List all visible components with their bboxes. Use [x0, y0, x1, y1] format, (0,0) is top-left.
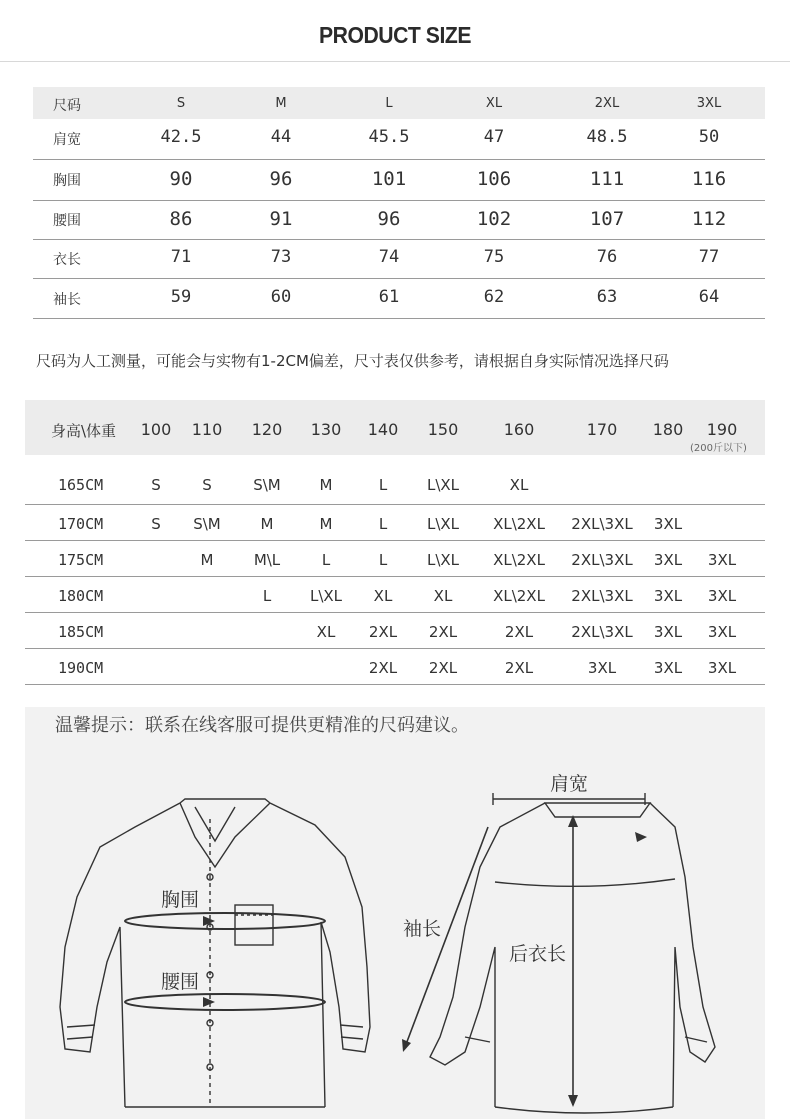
size-value-cell: 76 [596, 247, 618, 267]
recommended-size-cell: M [319, 515, 333, 533]
shirt-diagram [25, 707, 765, 1119]
height-weight-row [25, 541, 765, 577]
height-weight-row [25, 455, 765, 505]
recommended-size-cell: 2XL [428, 623, 458, 641]
size-value-cell: 90 [169, 168, 193, 190]
height-weight-row [25, 577, 765, 613]
recommended-size-cell: 3XL [707, 659, 737, 677]
height-label: 185CM [58, 623, 104, 641]
size-table-row [33, 240, 765, 279]
waist-label: 腰围 [161, 971, 200, 993]
recommended-size-cell: S [151, 515, 161, 533]
size-header-label: 尺码 [53, 98, 81, 114]
recommended-size-cell: M\L [253, 551, 281, 569]
height-weight-row [25, 613, 765, 649]
chest-label: 胸围 [161, 889, 200, 911]
size-value-cell: 48.5 [586, 127, 628, 147]
recommended-size-cell: 3XL [707, 551, 737, 569]
size-column-header: XL [485, 96, 503, 111]
recommended-size-cell: 3XL [653, 587, 683, 605]
recommended-size-cell: XL\2XL [493, 551, 545, 569]
size-column-header: 2XL [594, 96, 620, 111]
size-value-cell: 106 [476, 168, 512, 190]
height-label: 175CM [58, 551, 104, 569]
size-value-cell: 102 [476, 208, 512, 230]
size-value-cell: 47 [483, 127, 505, 147]
recommended-size-cell: S\M [253, 476, 281, 494]
size-table-row [33, 160, 765, 201]
size-table [33, 87, 765, 319]
recommended-size-cell: L\XL [426, 476, 460, 494]
weight-column-header: 180 [652, 420, 684, 439]
recommended-size-cell: L [378, 476, 388, 494]
size-value-cell: 101 [371, 168, 407, 190]
recommended-size-cell: 2XL\3XL [571, 515, 633, 533]
measurement-guide [25, 707, 765, 1119]
measurement-label: 肩宽 [53, 132, 81, 148]
measurement-label: 衣长 [53, 252, 81, 268]
weight-column-header: 140 [367, 420, 399, 439]
weight-column-header: 190 [706, 420, 738, 439]
size-value-cell: 42.5 [160, 127, 202, 147]
recommended-size-cell: 3XL [707, 587, 737, 605]
size-table-row [33, 201, 765, 240]
height-weight-row [25, 649, 765, 685]
size-value-cell: 60 [270, 286, 292, 307]
size-value-cell: 96 [269, 168, 293, 190]
height-weight-row [25, 505, 765, 541]
size-value-cell: 86 [169, 208, 193, 230]
size-value-cell: 74 [378, 247, 400, 267]
shoulder-label: 肩宽 [550, 773, 589, 795]
recommended-size-cell: 2XL [504, 623, 534, 641]
recommended-size-cell: M [319, 476, 333, 494]
recommended-size-cell: 3XL [653, 515, 683, 533]
size-value-cell: 107 [589, 208, 625, 230]
height-weight-table [25, 400, 765, 685]
recommended-size-cell: XL [509, 476, 529, 494]
recommended-size-cell: XL\2XL [493, 587, 545, 605]
recommended-size-cell: L\XL [309, 587, 343, 605]
size-value-cell: 116 [691, 168, 727, 190]
size-value-cell: 91 [269, 208, 293, 230]
recommended-size-cell: M [260, 515, 274, 533]
size-table-row [33, 119, 765, 160]
recommended-size-cell: 2XL [368, 659, 398, 677]
measurement-label: 腰围 [53, 213, 81, 229]
weight-column-header: 120 [251, 420, 283, 439]
height-label: 180CM [58, 587, 104, 605]
height-label: 190CM [58, 659, 104, 677]
recommended-size-cell: XL\2XL [493, 515, 545, 533]
recommended-size-cell: 3XL [653, 659, 683, 677]
size-value-cell: 50 [698, 127, 720, 147]
height-label: 165CM [58, 476, 104, 494]
measurement-note: 尺码为人工测量，可能会与实物有1-2CM偏差，尺寸表仅供参考，请根据自身实际情况选择尺码 [36, 352, 669, 370]
recommended-size-cell: 3XL [587, 659, 617, 677]
recommended-size-cell: 2XL\3XL [571, 551, 633, 569]
weight-column-header: 150 [427, 420, 459, 439]
height-weight-header [25, 400, 765, 455]
title-divider [0, 61, 790, 62]
recommended-size-cell: 3XL [707, 623, 737, 641]
recommended-size-cell: L\XL [426, 551, 460, 569]
recommended-size-cell: S [151, 476, 161, 494]
size-value-cell: 112 [691, 208, 727, 230]
size-table-header [33, 87, 765, 119]
recommended-size-cell: XL [433, 587, 453, 605]
page-title: PRODUCT SIZE [318, 22, 472, 48]
size-value-cell: 59 [170, 286, 192, 307]
back-length-label: 后衣长 [509, 943, 567, 965]
size-value-cell: 111 [589, 168, 625, 190]
recommended-size-cell: 2XL\3XL [571, 587, 633, 605]
height-weight-corner-label: 身高\体重 [51, 422, 117, 440]
recommended-size-cell: XL [373, 587, 393, 605]
size-value-cell: 61 [378, 286, 400, 307]
recommended-size-cell: M [200, 551, 214, 569]
recommended-size-cell: L [262, 587, 272, 605]
weight-column-header: 160 [503, 420, 535, 439]
recommended-size-cell: L [378, 551, 388, 569]
size-value-cell: 64 [698, 286, 720, 307]
recommended-size-cell: XL [316, 623, 336, 641]
size-value-cell: 45.5 [368, 127, 410, 147]
measurement-label: 袖长 [53, 291, 81, 308]
recommended-size-cell: 3XL [653, 623, 683, 641]
weight-limit-note: (200斤以下) [690, 443, 747, 454]
weight-column-header: 110 [191, 420, 223, 439]
size-column-header: L [385, 96, 393, 111]
recommended-size-cell: 2XL\3XL [571, 623, 633, 641]
size-column-header: M [275, 96, 287, 111]
recommended-size-cell: L [321, 551, 331, 569]
size-column-header: 3XL [696, 96, 722, 111]
size-value-cell: 63 [596, 286, 618, 307]
weight-column-header: 170 [586, 420, 618, 439]
size-value-cell: 73 [270, 247, 292, 267]
recommended-size-cell: 2XL [428, 659, 458, 677]
sleeve-label: 袖长 [403, 918, 442, 940]
size-value-cell: 62 [483, 286, 505, 307]
size-value-cell: 71 [170, 247, 192, 267]
recommended-size-cell: 3XL [653, 551, 683, 569]
size-value-cell: 75 [483, 247, 505, 267]
size-value-cell: 77 [698, 247, 720, 267]
weight-column-header: 130 [310, 420, 342, 439]
tip-text: 温馨提示：联系在线客服可提供更精准的尺码建议。 [55, 715, 469, 736]
size-column-header: S [176, 96, 186, 111]
recommended-size-cell: S [202, 476, 212, 494]
recommended-size-cell: 2XL [504, 659, 534, 677]
size-value-cell: 96 [377, 208, 401, 230]
recommended-size-cell: L [378, 515, 388, 533]
size-value-cell: 44 [270, 127, 292, 147]
recommended-size-cell: S\M [193, 515, 221, 533]
weight-column-header: 100 [140, 420, 172, 439]
height-label: 170CM [58, 515, 104, 533]
recommended-size-cell: 2XL [368, 623, 398, 641]
size-table-row [33, 279, 765, 319]
measurement-label: 胸围 [53, 173, 81, 189]
recommended-size-cell: L\XL [426, 515, 460, 533]
